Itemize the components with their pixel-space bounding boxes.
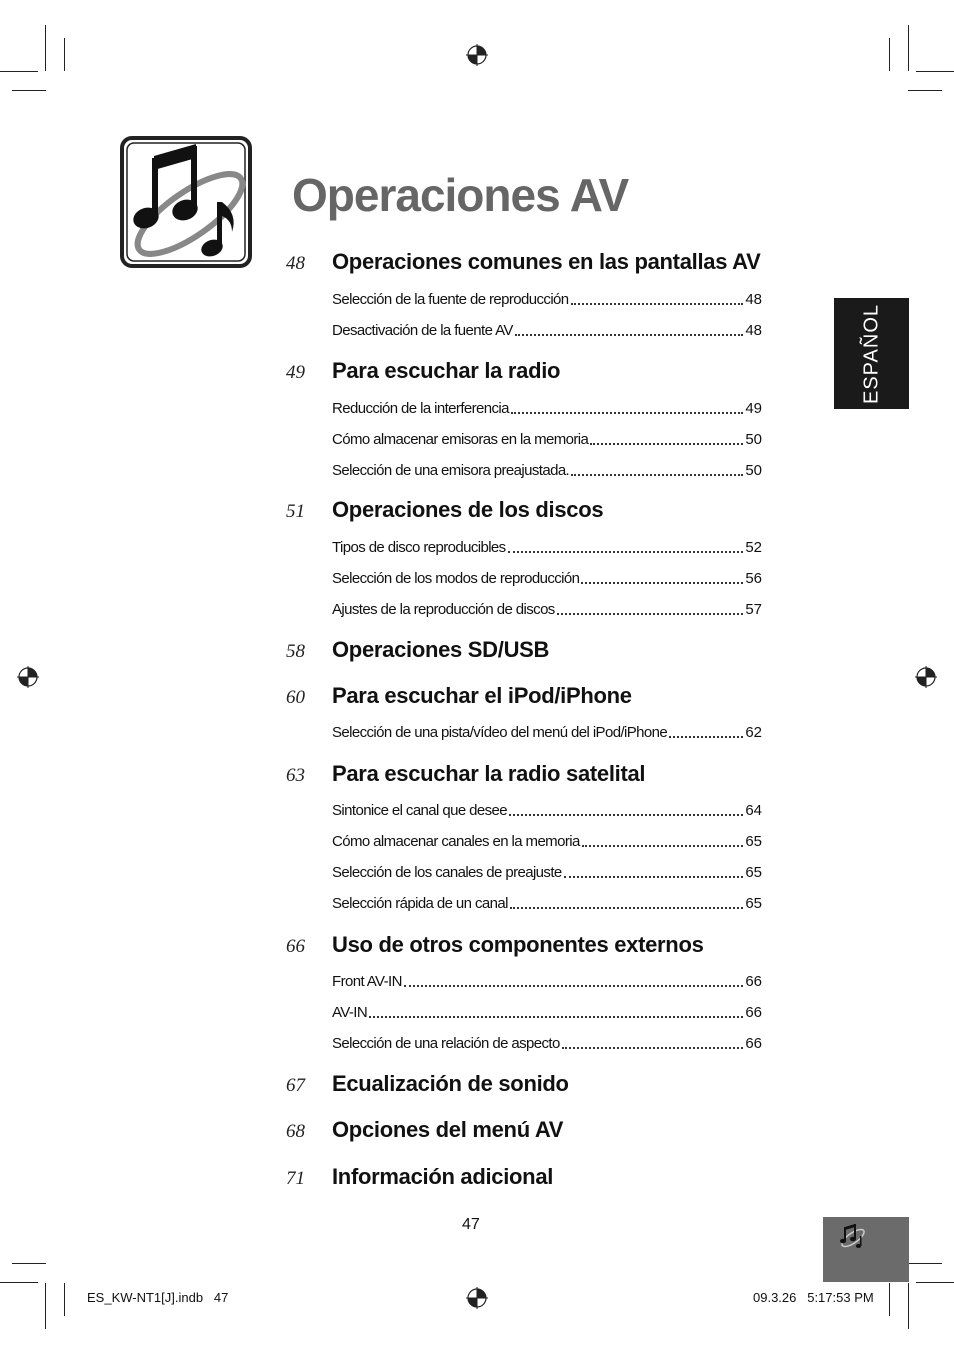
- dot-leader: [510, 893, 743, 909]
- toc-entry-page: 65: [745, 895, 762, 912]
- toc-entry-label: Selección de una relación de aspecto: [332, 1035, 560, 1052]
- dot-leader: [511, 398, 743, 414]
- dot-leader: [582, 831, 744, 847]
- toc-entry: [332, 795, 762, 819]
- toc-section: [286, 358, 766, 388]
- crop-mark: [45, 1283, 46, 1329]
- section-page-number: 63: [286, 765, 305, 786]
- section-page-number: 71: [286, 1168, 305, 1189]
- crop-mark: [64, 38, 65, 71]
- section-page-number: 58: [286, 641, 305, 662]
- toc-entry-label: Front AV-IN: [332, 973, 402, 990]
- crop-mark: [908, 25, 909, 71]
- dot-leader: [669, 722, 743, 738]
- toc-entry-page: 57: [745, 601, 762, 618]
- crop-mark: [908, 1283, 909, 1329]
- toc-entry-label: Cómo almacenar canales en la memoria: [332, 833, 580, 850]
- toc-entry: [332, 455, 762, 479]
- registration-mark-icon: [466, 1287, 488, 1309]
- toc-entry: [332, 888, 762, 912]
- crop-mark: [12, 1263, 46, 1264]
- toc-entry: [332, 966, 762, 990]
- toc-section: [286, 761, 766, 791]
- dot-leader: [562, 1033, 744, 1049]
- toc-section: [286, 1117, 766, 1147]
- toc-entry-page: 66: [745, 1035, 762, 1052]
- section-page-number: 60: [286, 687, 305, 708]
- dot-leader: [571, 289, 744, 305]
- crop-mark: [0, 71, 38, 72]
- crop-mark: [64, 1283, 65, 1316]
- toc-entry: [332, 717, 762, 741]
- toc-entry-page: 64: [745, 802, 762, 819]
- toc-entry-label: Selección de los modos de reproducción: [332, 570, 580, 587]
- language-tab: [834, 298, 909, 409]
- toc-entry: [332, 424, 762, 448]
- toc-entry: [332, 826, 762, 850]
- dot-leader: [590, 429, 743, 445]
- dot-leader: [509, 800, 743, 816]
- dot-leader: [515, 320, 744, 336]
- section-heading: Para escuchar la radio: [332, 358, 561, 383]
- toc-entry-page: 62: [745, 724, 762, 741]
- crop-mark: [916, 71, 954, 72]
- toc-entry-label: AV-IN: [332, 1004, 368, 1021]
- toc-entry: [332, 563, 762, 587]
- toc-entry-page: 65: [745, 833, 762, 850]
- section-page-number: 67: [286, 1075, 305, 1096]
- dot-leader: [508, 537, 744, 553]
- crop-mark: [12, 90, 46, 91]
- toc-entry: [332, 532, 762, 556]
- dot-leader: [369, 1002, 743, 1018]
- section-heading: Opciones del menú AV: [332, 1117, 564, 1142]
- corner-tab: [823, 1217, 909, 1282]
- toc-entry-page: 66: [745, 1004, 762, 1021]
- music-notes-icon: [120, 136, 252, 268]
- section-page-number: 68: [286, 1121, 305, 1142]
- dot-leader: [564, 862, 744, 878]
- section-page-number: 51: [286, 501, 305, 522]
- dot-leader: [404, 971, 743, 987]
- registration-mark-icon: [17, 666, 39, 688]
- toc-entry: [332, 284, 762, 308]
- file-info: ES_KW-NT1[J].indb 47: [87, 1290, 229, 1305]
- crop-mark: [916, 1282, 954, 1283]
- toc-entry-label: Tipos de disco reproducibles: [332, 539, 506, 556]
- crop-mark: [0, 1282, 38, 1283]
- toc-entry: [332, 393, 762, 417]
- toc-entry-label: Sintonice el canal que desee: [332, 802, 508, 819]
- crop-mark: [45, 25, 46, 71]
- crop-mark: [908, 1263, 942, 1264]
- toc-entry-label: Selección de una pista/vídeo del menú del iPod/iPhone: [332, 724, 668, 741]
- toc-entry: [332, 594, 762, 618]
- section-heading: Uso de otros componentes externos: [332, 932, 704, 957]
- page-title: Operaciones AV: [292, 169, 629, 221]
- toc-section: [286, 497, 766, 527]
- music-notes-icon: [837, 1221, 867, 1251]
- toc-entry-label: Selección de los canales de preajuste: [332, 864, 562, 881]
- toc-entry-label: Cómo almacenar emisoras en la memoria: [332, 431, 589, 448]
- toc-entry-label: Desactivación de la fuente AV: [332, 322, 513, 339]
- section-page-number: 49: [286, 362, 305, 383]
- toc-entry-page: 52: [745, 539, 762, 556]
- page-number: 47: [462, 1216, 480, 1233]
- toc-entry: [332, 1028, 762, 1052]
- section-page-number: 48: [286, 253, 305, 274]
- toc-entry-page: 65: [745, 864, 762, 881]
- toc-entry-page: 66: [745, 973, 762, 990]
- crop-mark: [889, 1283, 890, 1316]
- toc-entry-page: 50: [745, 462, 762, 479]
- toc-entry-label: Selección de una emisora preajustada.: [332, 462, 570, 479]
- toc-entry-page: 48: [745, 322, 762, 339]
- toc-entry-page: 49: [745, 400, 762, 417]
- dot-leader: [581, 568, 743, 584]
- dot-leader: [571, 460, 743, 476]
- dot-leader: [557, 599, 744, 615]
- toc-entry-page: 56: [745, 570, 762, 587]
- registration-mark-icon: [466, 44, 488, 66]
- toc-entry: [332, 857, 762, 881]
- toc-section: [286, 1164, 766, 1194]
- section-heading: Ecualización de sonido: [332, 1071, 569, 1096]
- section-page-number: 66: [286, 936, 305, 957]
- crop-mark: [889, 38, 890, 71]
- section-heading: Operaciones de los discos: [332, 497, 604, 522]
- section-heading: Para escuchar el iPod/iPhone: [332, 683, 632, 708]
- toc-section: [286, 637, 766, 667]
- language-tab-label: ESPAÑOL: [860, 303, 882, 404]
- toc-entry-page: 50: [745, 431, 762, 448]
- toc-section: [286, 249, 766, 279]
- toc-section: [286, 683, 766, 713]
- section-heading: Operaciones comunes en las pantallas AV: [332, 249, 761, 274]
- section-heading: Para escuchar la radio satelital: [332, 761, 646, 786]
- toc-entry: [332, 997, 762, 1021]
- toc-entry-label: Reducción de la interferencia: [332, 400, 509, 417]
- toc-section: [286, 1071, 766, 1101]
- toc-entry: [332, 315, 762, 339]
- toc-section: [286, 932, 766, 962]
- section-heading: Información adicional: [332, 1164, 554, 1189]
- toc-entry-label: Selección de la fuente de reproducción: [332, 291, 569, 308]
- timestamp: 09.3.26 5:17:53 PM: [753, 1290, 874, 1305]
- section-heading: Operaciones SD/USB: [332, 637, 550, 662]
- registration-mark-icon: [915, 666, 937, 688]
- toc-entry-label: Ajustes de la reproducción de discos: [332, 601, 555, 618]
- toc-entry-page: 48: [745, 291, 762, 308]
- crop-mark: [908, 90, 942, 91]
- toc-entry-label: Selección rápida de un canal: [332, 895, 508, 912]
